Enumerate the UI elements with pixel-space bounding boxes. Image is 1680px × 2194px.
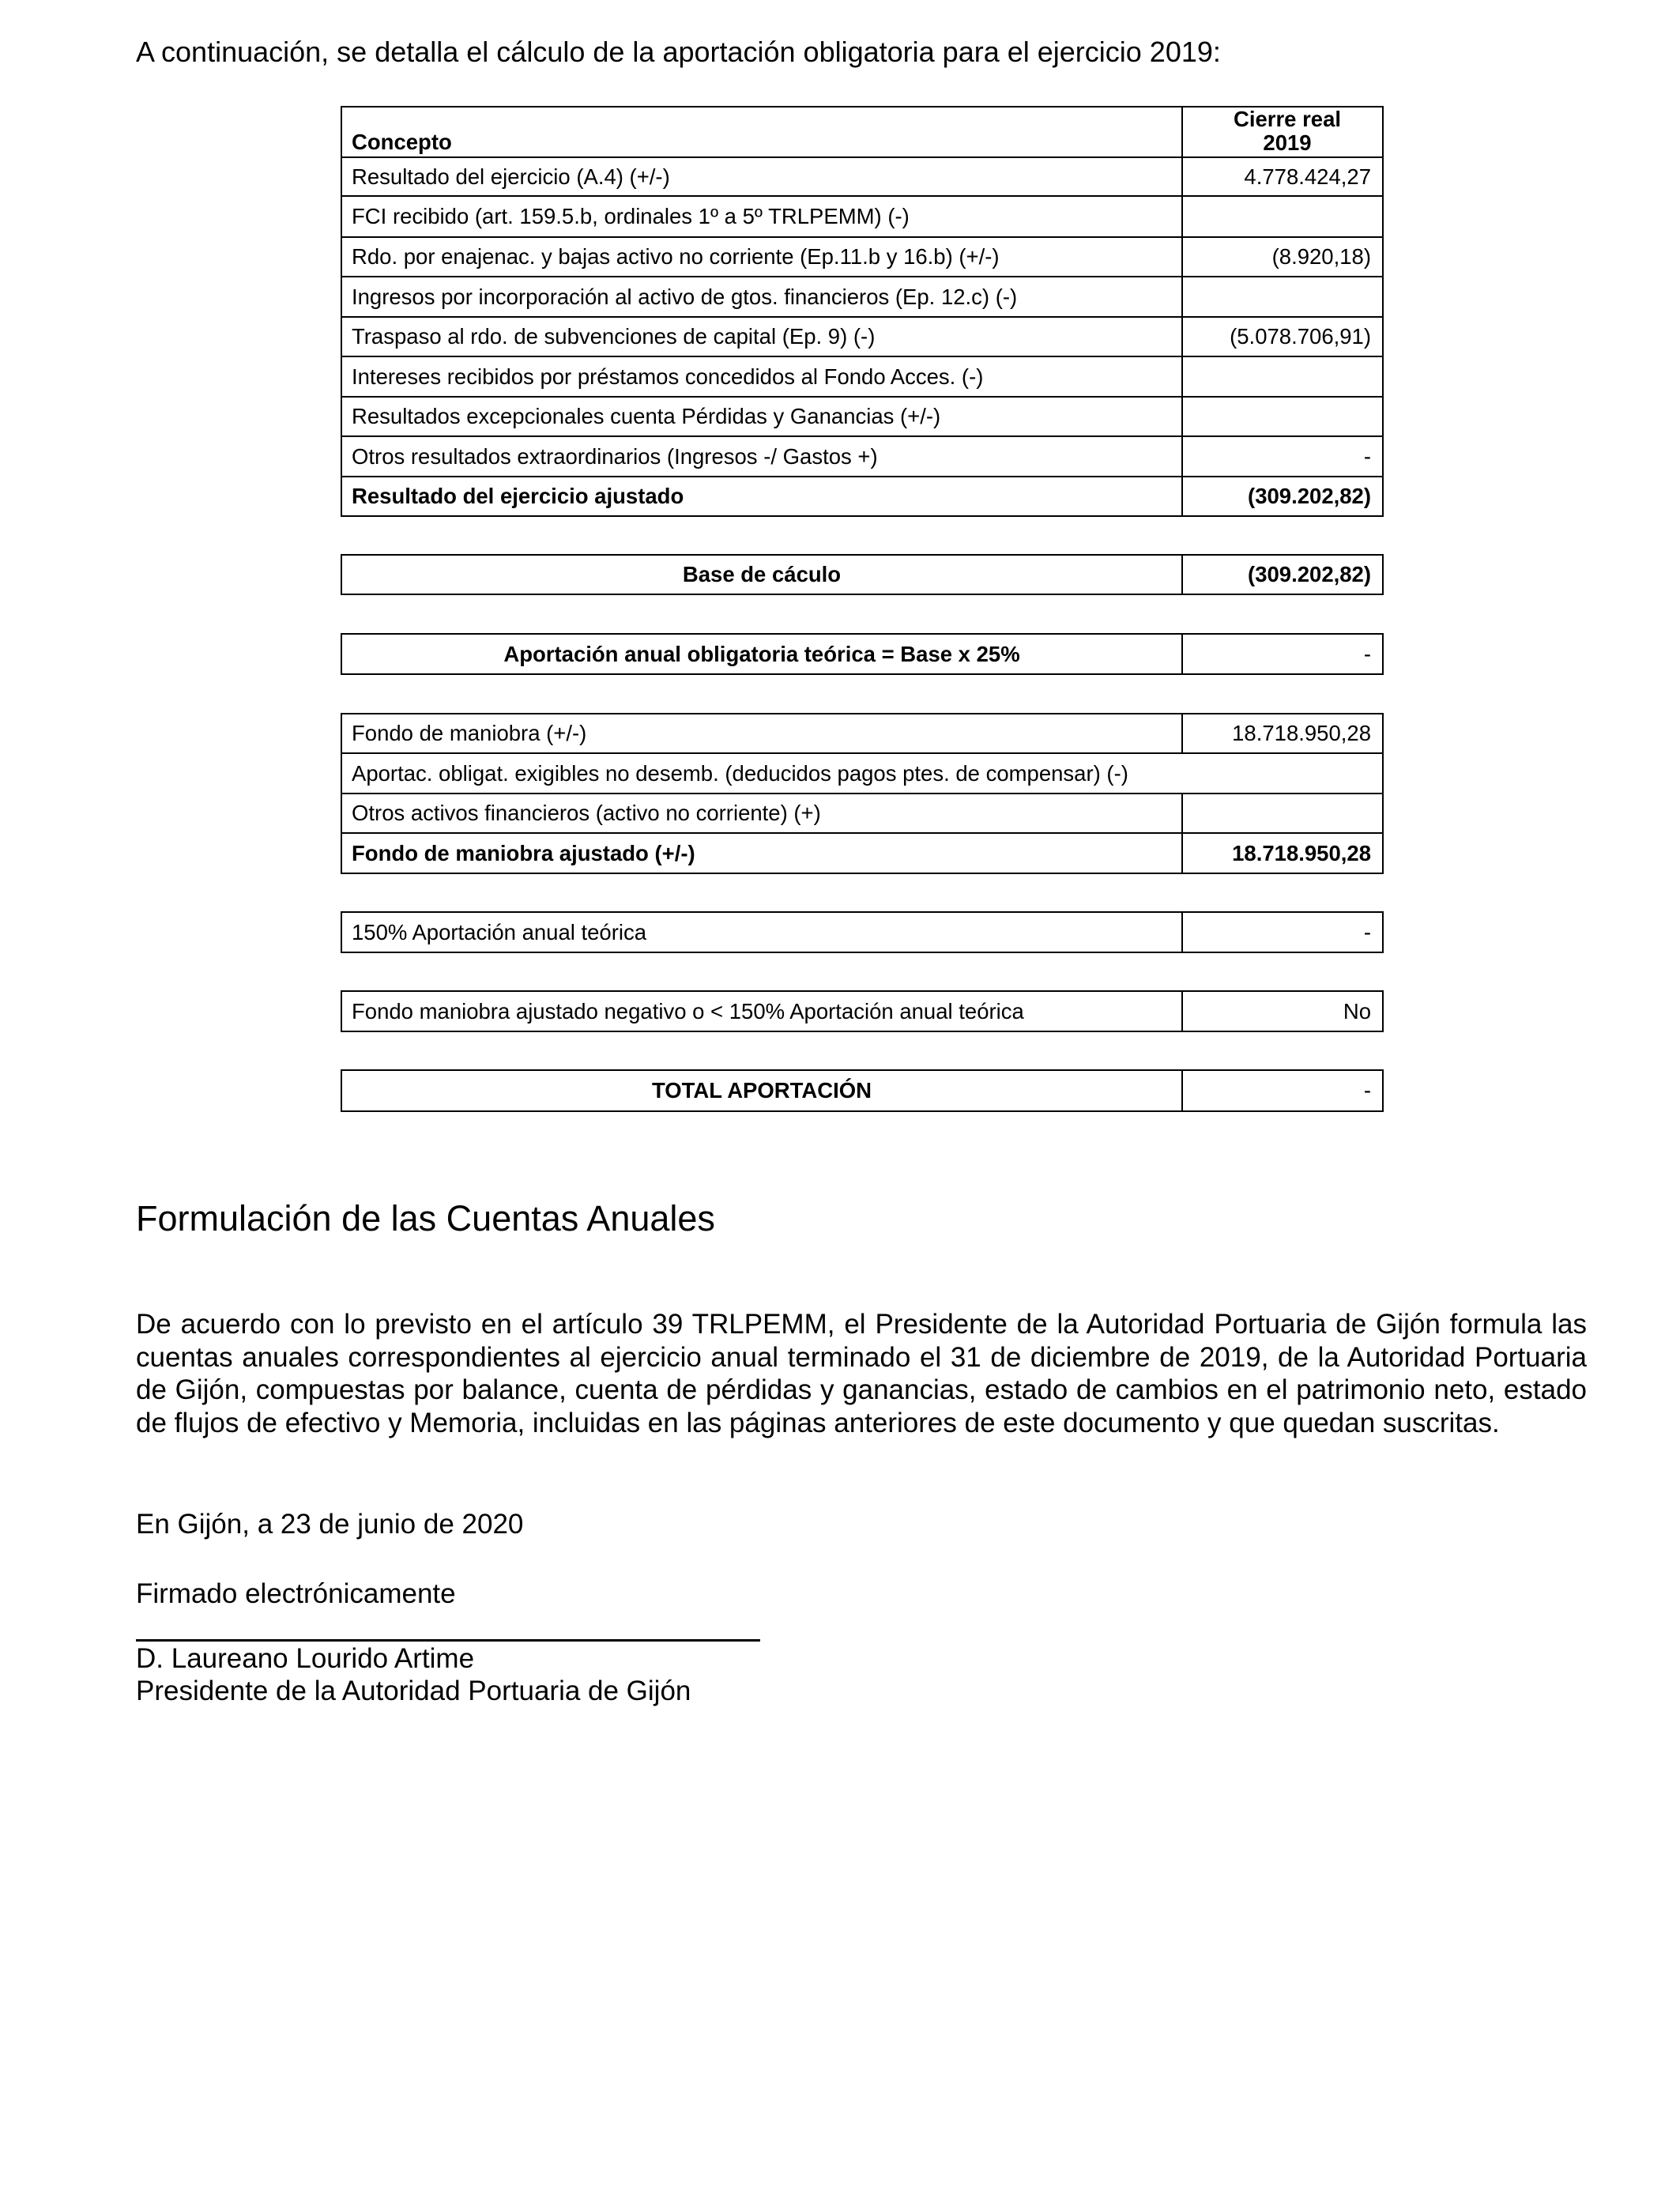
negativo-value: No [1182, 991, 1383, 1031]
fondo-maniobra-table [341, 713, 1384, 874]
pct150-label: 150% Aportación anual teórica [341, 912, 1182, 952]
total-aportacion-label: TOTAL APORTACIÓN [341, 1070, 1182, 1111]
table-row [341, 277, 1383, 317]
row-label: Resultados excepcionales cuenta Pérdidas y Ganancias (+/-) [341, 397, 1182, 436]
total-label: Resultado del ejercicio ajustado [341, 477, 1182, 516]
signer-name: D. Laureano Lourido Artime [136, 1643, 475, 1674]
base-value: (309.202,82) [1182, 555, 1383, 594]
table-row [341, 912, 1383, 952]
table-row [341, 555, 1383, 594]
row-value: - [1182, 436, 1383, 477]
row-value [1182, 397, 1383, 436]
total-aportacion-table [341, 1069, 1384, 1112]
total-value: 18.718.950,28 [1182, 833, 1383, 873]
row-label: Traspaso al rdo. de subvenciones de capital (Ep. 9) (-) [341, 317, 1182, 356]
row-value: 4.778.424,27 [1182, 157, 1383, 196]
row-value [1182, 196, 1383, 237]
place-date: En Gijón, a 23 de junio de 2020 [136, 1509, 524, 1540]
total-aportacion-value: - [1182, 1070, 1383, 1111]
table-header-row [341, 107, 1383, 157]
row-label: Rdo. por enajenac. y bajas activo no corriente (Ep.11.b y 16.b) (+/-) [341, 237, 1182, 277]
row-value: (8.920,18) [1182, 237, 1383, 277]
table-row [341, 397, 1383, 436]
base-label: Base de cáculo [341, 555, 1182, 594]
aportacion-table [341, 633, 1384, 675]
table-total-row [341, 833, 1383, 873]
aportacion-label: Aportación anual obligatoria teórica = Base x 25% [341, 634, 1182, 674]
table-row [341, 436, 1383, 477]
table-row [341, 356, 1383, 397]
table-row [341, 753, 1383, 794]
section-title: Formulación de las Cuentas Anuales [136, 1198, 715, 1238]
intro-text: A continuación, se detalla el cálculo de la aportación obligatoria para el ejercicio 2019: [136, 36, 1221, 68]
negativo-label: Fondo maniobra ajustado negativo o < 150% Aportación anual teórica [341, 991, 1182, 1031]
base-table [341, 554, 1384, 595]
signature-line [136, 1639, 760, 1642]
calculation-table [341, 106, 1384, 517]
table-row [341, 794, 1383, 833]
table-row [341, 317, 1383, 356]
signer-title: Presidente de la Autoridad Portuaria de Gijón [136, 1676, 691, 1706]
table-total-row [341, 477, 1383, 516]
row-value: 18.718.950,28 [1182, 714, 1383, 753]
row-label: Aportac. obligat. exigibles no desemb. (deducidos pagos ptes. de compensar) (-) [341, 753, 1383, 794]
header-value [1182, 107, 1383, 157]
row-label: FCI recibido (art. 159.5.b, ordinales 1º a 5º TRLPEMM) (-) [341, 196, 1182, 237]
table-row [341, 237, 1383, 277]
row-label: Intereses recibidos por préstamos concedidos al Fondo Acces. (-) [341, 356, 1182, 397]
row-label: Resultado del ejercicio (A.4) (+/-) [341, 157, 1182, 196]
aportacion-value: - [1182, 634, 1383, 674]
table-row [341, 1070, 1383, 1111]
total-label: Fondo de maniobra ajustado (+/-) [341, 833, 1182, 873]
header-value-line1: Cierre real [1233, 107, 1342, 131]
signed-text: Firmado electrónicamente [136, 1578, 456, 1609]
pct150-value: - [1182, 912, 1383, 952]
row-label: Otros activos financieros (activo no corriente) (+) [341, 794, 1182, 833]
table-row [341, 714, 1383, 753]
table-row [341, 196, 1383, 237]
pct150-table [341, 911, 1384, 953]
row-label: Ingresos por incorporación al activo de gtos. financieros (Ep. 12.c) (-) [341, 277, 1182, 317]
row-label: Fondo de maniobra (+/-) [341, 714, 1182, 753]
table-row [341, 157, 1383, 196]
table-row [341, 634, 1383, 674]
table-row [341, 991, 1383, 1031]
header-concept: Concepto [341, 107, 1182, 157]
row-value [1182, 356, 1383, 397]
row-value [1182, 794, 1383, 833]
row-value: (5.078.706,91) [1182, 317, 1383, 356]
formulation-paragraph: De acuerdo con lo previsto en el artículo 39 TRLPEMM, el Presidente de la Autoridad Portuaria de Gijón formula las cuentas anuales correspondientes al ejercicio anual terminado el 31 de diciembre de 2019, de la Autoridad Portuaria de Gijón, compuestas por balance, cuenta de pérdidas y ganancias, estado de cambios en el patrimonio neto, estado de flujos de efectivo y Memoria, incluidas en las páginas anteriores de este documento y que quedan suscritas. [136, 1309, 1587, 1438]
row-label: Otros resultados extraordinarios (Ingresos -/ Gastos +) [341, 436, 1182, 477]
row-value [1182, 277, 1383, 317]
total-value: (309.202,82) [1182, 477, 1383, 516]
header-value-line2: 2019 [1263, 130, 1312, 155]
negativo-table [341, 990, 1384, 1032]
